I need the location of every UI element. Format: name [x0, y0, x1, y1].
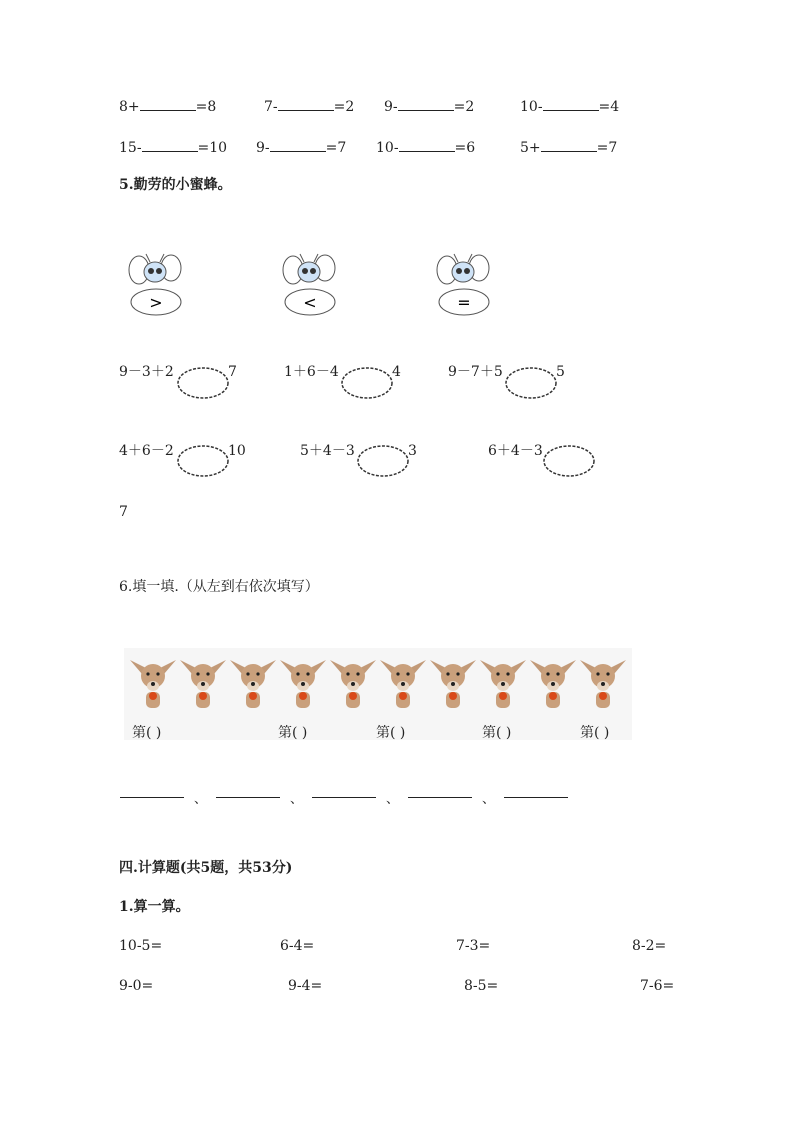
calc-item: 6-4= [280, 938, 315, 954]
separator: 、 [386, 792, 400, 807]
calc-item: 7-3= [456, 938, 491, 954]
expression-rhs: 3 [408, 443, 417, 459]
calc-item: 8-2= [632, 938, 667, 954]
deer-icon [178, 652, 228, 712]
expression-rhs: 7 [228, 364, 237, 380]
fill-item: 10- =4 [520, 99, 620, 115]
bee-symbol: < [303, 293, 317, 312]
expression: 9－7＋5 [448, 364, 503, 380]
expression-rhs: 5 [556, 364, 565, 380]
deer-icon [528, 652, 578, 712]
ordinal-label: 第( ) [376, 725, 406, 741]
expression: 6＋4－3 [488, 443, 543, 459]
ordinal-label: 第( ) [482, 725, 512, 741]
expression: 9－3＋2 [119, 364, 174, 380]
calc-item: 9-4= [288, 978, 323, 994]
part4-heading: 四.计算题(共5题，共53分) [119, 860, 293, 876]
answer-oval[interactable] [356, 444, 410, 478]
deer-picture [124, 648, 632, 740]
answer-oval[interactable] [504, 366, 558, 400]
expression-rhs: 10 [228, 443, 246, 459]
answer-blank[interactable] [120, 797, 184, 798]
separator: 、 [194, 792, 208, 807]
expression: 4＋6－2 [119, 443, 174, 459]
answer-blank[interactable] [408, 797, 472, 798]
fill-item: 10- =6 [376, 140, 476, 156]
answer-oval[interactable] [176, 366, 230, 400]
calc-item: 7-6= [640, 978, 675, 994]
section5-title: 5.勤劳的小蜜蜂。 [119, 177, 232, 193]
section6-title: 6.填一填.（从左到右依次填写） [119, 579, 319, 595]
answer-oval[interactable] [340, 366, 394, 400]
ordinal-label: 第( ) [580, 725, 610, 741]
bee-icon [434, 252, 494, 318]
fill-item: 9- =2 [384, 99, 475, 115]
separator: 、 [482, 792, 496, 807]
deer-icon [128, 652, 178, 712]
deer-icon [228, 652, 278, 712]
answer-blank[interactable] [312, 797, 376, 798]
q1-title: 1.算一算。 [119, 899, 190, 915]
bee-symbol: = [457, 293, 471, 312]
expression: 5＋4－3 [300, 443, 355, 459]
calc-item: 8-5= [464, 978, 499, 994]
deer-icon [328, 652, 378, 712]
expression-rhs: 7 [119, 504, 128, 520]
bee-icon [126, 252, 186, 318]
calc-item: 9-0= [119, 978, 154, 994]
answer-blank[interactable] [216, 797, 280, 798]
ordinal-label: 第( ) [278, 725, 308, 741]
deer-icon [428, 652, 478, 712]
bee-icon [280, 252, 340, 318]
fill-item: 8+ =8 [119, 99, 217, 115]
bee-symbol: > [149, 293, 163, 312]
fill-item: 15- =10 [119, 140, 228, 156]
fill-item: 7- =2 [264, 99, 355, 115]
answer-oval[interactable] [176, 444, 230, 478]
calc-item: 10-5= [119, 938, 163, 954]
deer-icon [278, 652, 328, 712]
separator: 、 [290, 792, 304, 807]
deer-icon [378, 652, 428, 712]
deer-icon [478, 652, 528, 712]
expression-rhs: 4 [392, 364, 401, 380]
answer-oval[interactable] [542, 444, 596, 478]
deer-icon [578, 652, 628, 712]
fill-item: 5+ =7 [520, 140, 618, 156]
fill-item: 9- =7 [256, 140, 347, 156]
ordinal-label: 第( ) [132, 725, 162, 741]
answer-blank[interactable] [504, 797, 568, 798]
expression: 1＋6－4 [284, 364, 339, 380]
